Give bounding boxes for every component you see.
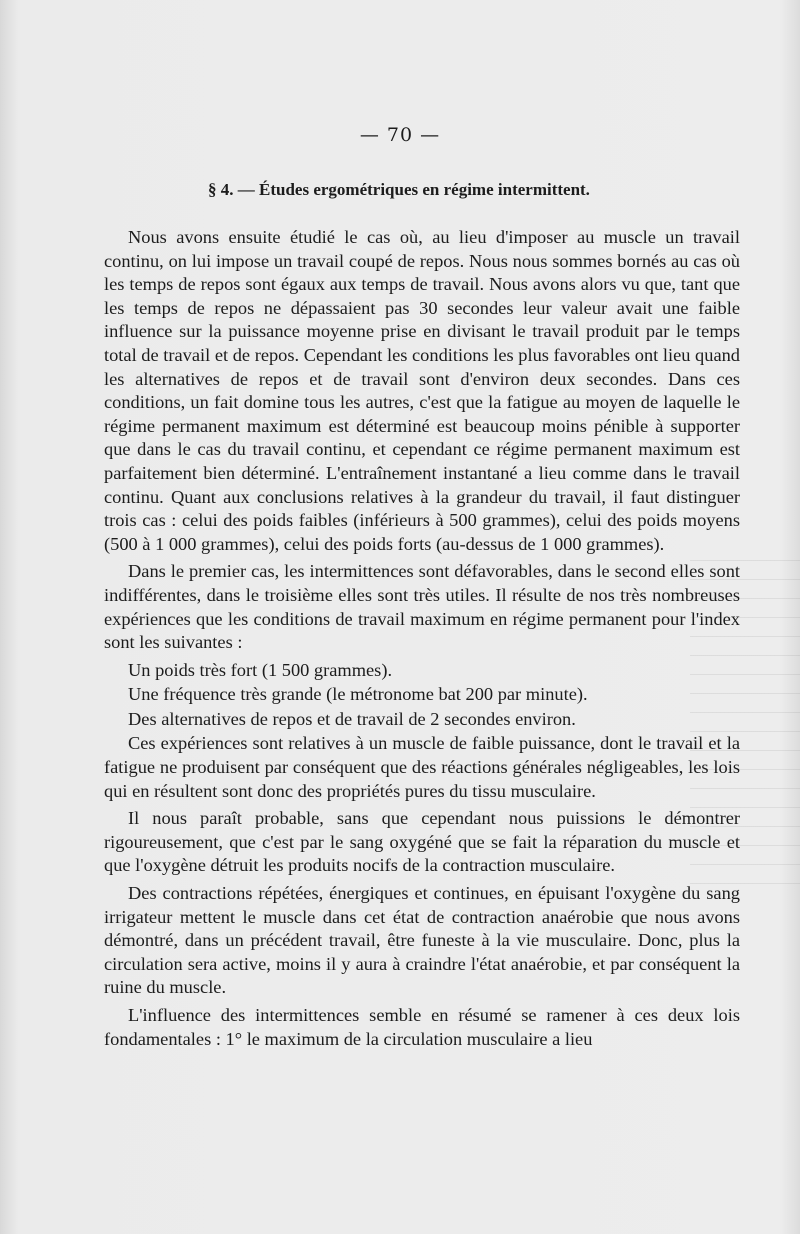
paragraph: Dans le premier cas, les intermittences sont défavorables, dans le second elles sont indifférentes, dans le troisième elles sont très utiles. Il résulte de nos très nombreuses expériences que les conditions de travail maximum en régime permanent pour l'index sont les suivantes : (104, 561, 740, 653)
paragraph: Nous avons ensuite étudié le cas où, au lieu d'imposer au muscle un travail continu, on lui impose un travail coupé de repos. Nous nous sommes bornés au cas où les temps de repos sont égaux aux temps de travail. Nous avons alors vu que, tant que les temps de repos ne dépassaient pas 30 secondes leur valeur avait une faible influence sur la puissance moyenne prise en divisant le travail produit par le temps total de travail et de repos. Cependant les conditions les plus favorables ont lieu quand les alternatives de repos et de travail sont d'environ deux secondes. Dans ces conditions, un fait domine tous les autres, c'est que la fatigue au moyen de laquelle le régime permanent maximum est déterminé est beaucoup moins pénible à supporter que dans le cas du travail continu, et cependant ce régime permanent maximum est parfaitement bien déterminé. L'entraînement instantané a lieu comme dans le travail continu. Quant aux conclusions relatives à la grandeur du travail, il faut distinguer trois cas : celui des poids faibles (inférieurs à 500 grammes), celui des poids moyens (500 à 1 000 grammes), celui des poids forts (au-dessus de 1 000 grammes). (104, 227, 740, 554)
list-item: Des alternatives de repos et de travail de 2 secondes environ. (128, 708, 576, 729)
page-number: — 70 — (359, 124, 441, 146)
paragraph: L'influence des intermittences semble en résumé se ramener à ces deux lois fondamentales : 1° le maximum de la circulation musculaire a lieu (104, 1005, 740, 1049)
paragraph: Des contractions répétées, énergiques et continues, en épuisant l'oxygène du sang irrigateur mettent le muscle dans cet état de contraction anaérobie que nous avons démontré, dans un précédent travail, être funeste à la vie musculaire. Donc, plus la circulation sera active, moins il y aura à craindre l'état anaérobie, et par conséquent la ruine du muscle. (104, 883, 740, 998)
section-title: § 4. — Études ergométriques en régime intermittent. (208, 180, 590, 199)
list-item: Un poids très fort (1 500 grammes). (128, 659, 393, 680)
list-item: Une fréquence très grande (le métronome bat 200 par minute). (128, 684, 588, 705)
paragraph: Ces expériences sont relatives à un muscle de faible puissance, dont le travail et la fatigue ne produisent par conséquent que des réactions générales négligeables, les lois qui en résultent sont donc des propriétés pures du tissu musculaire. (104, 733, 740, 801)
body-text (104, 226, 740, 1055)
paragraph: Il nous paraît probable, sans que cependant nous puissions le démontrer rigoureusement, que c'est par le sang oxygéné que se fait la réparation du muscle et que l'oxygène détruit les produits nocifs de la contraction musculaire. (104, 808, 740, 876)
